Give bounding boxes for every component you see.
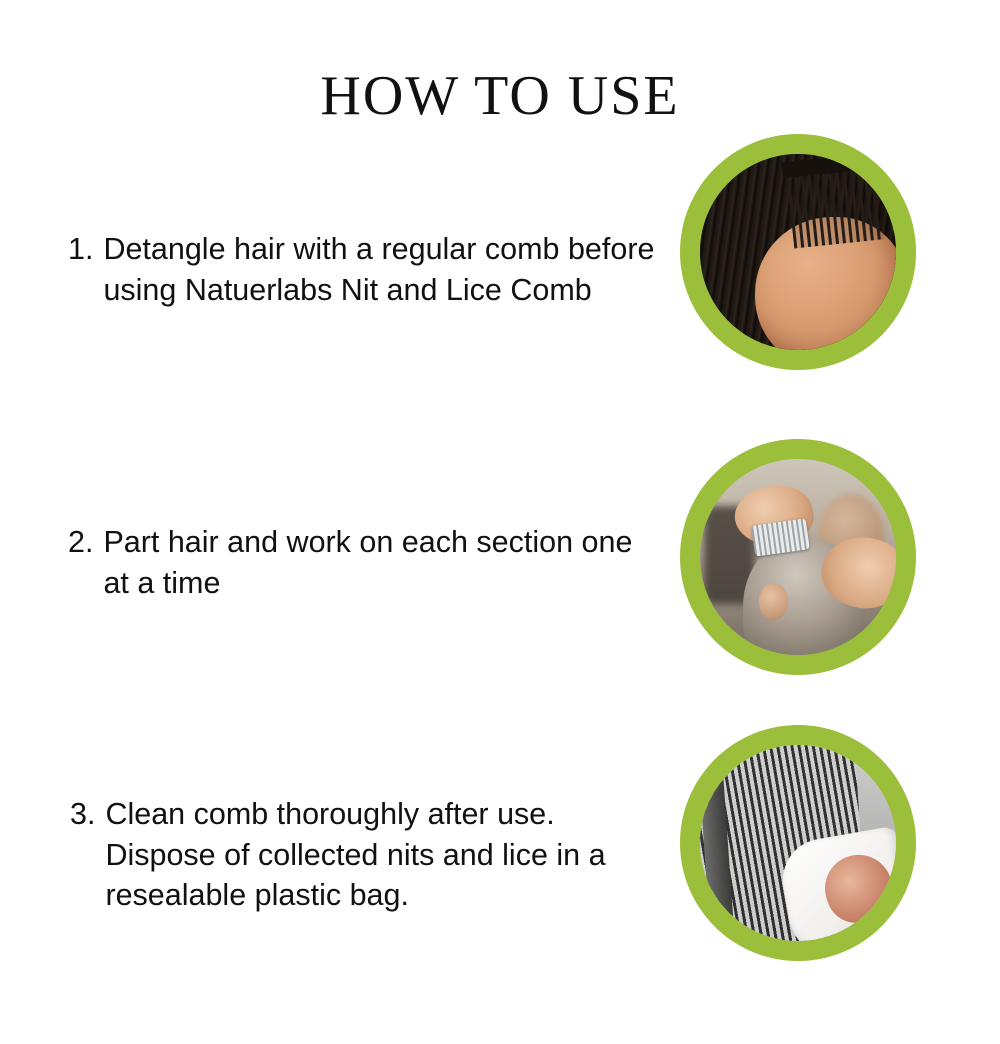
step-description: Clean comb thoroughly after use. Dispose of collected nits and lice in a resealable plastic bag. bbox=[105, 797, 606, 913]
photo-part-hair bbox=[700, 459, 896, 655]
step-photo bbox=[680, 439, 916, 675]
step-description: Part hair and work on each section one at a time bbox=[103, 524, 633, 600]
list-item bbox=[0, 420, 1000, 705]
comb-icon bbox=[786, 161, 884, 248]
step-photo bbox=[680, 134, 916, 370]
ear-shape bbox=[759, 583, 788, 620]
page-title: HOW TO USE bbox=[320, 64, 680, 127]
step-text-container bbox=[0, 522, 660, 603]
step-number: 3. bbox=[70, 797, 96, 832]
step-text-container bbox=[0, 794, 660, 916]
photo-clean-comb bbox=[700, 745, 896, 941]
step-number: 1. bbox=[68, 232, 94, 267]
clean-comb-scene bbox=[700, 745, 896, 941]
list-item bbox=[0, 120, 1000, 420]
step-text-container bbox=[0, 229, 660, 310]
photo-ring bbox=[680, 439, 916, 675]
photo-detangle-hair bbox=[700, 154, 896, 350]
photo-ring bbox=[680, 134, 916, 370]
photo-ring bbox=[680, 725, 916, 961]
salon-scene bbox=[700, 459, 896, 655]
step-photo bbox=[680, 725, 916, 961]
step-number: 2. bbox=[68, 524, 94, 559]
steps-list bbox=[0, 120, 1000, 1005]
list-item bbox=[0, 705, 1000, 1005]
step-description: Detangle hair with a regular comb before using Natuerlabs Nit and Lice Comb bbox=[103, 232, 655, 307]
